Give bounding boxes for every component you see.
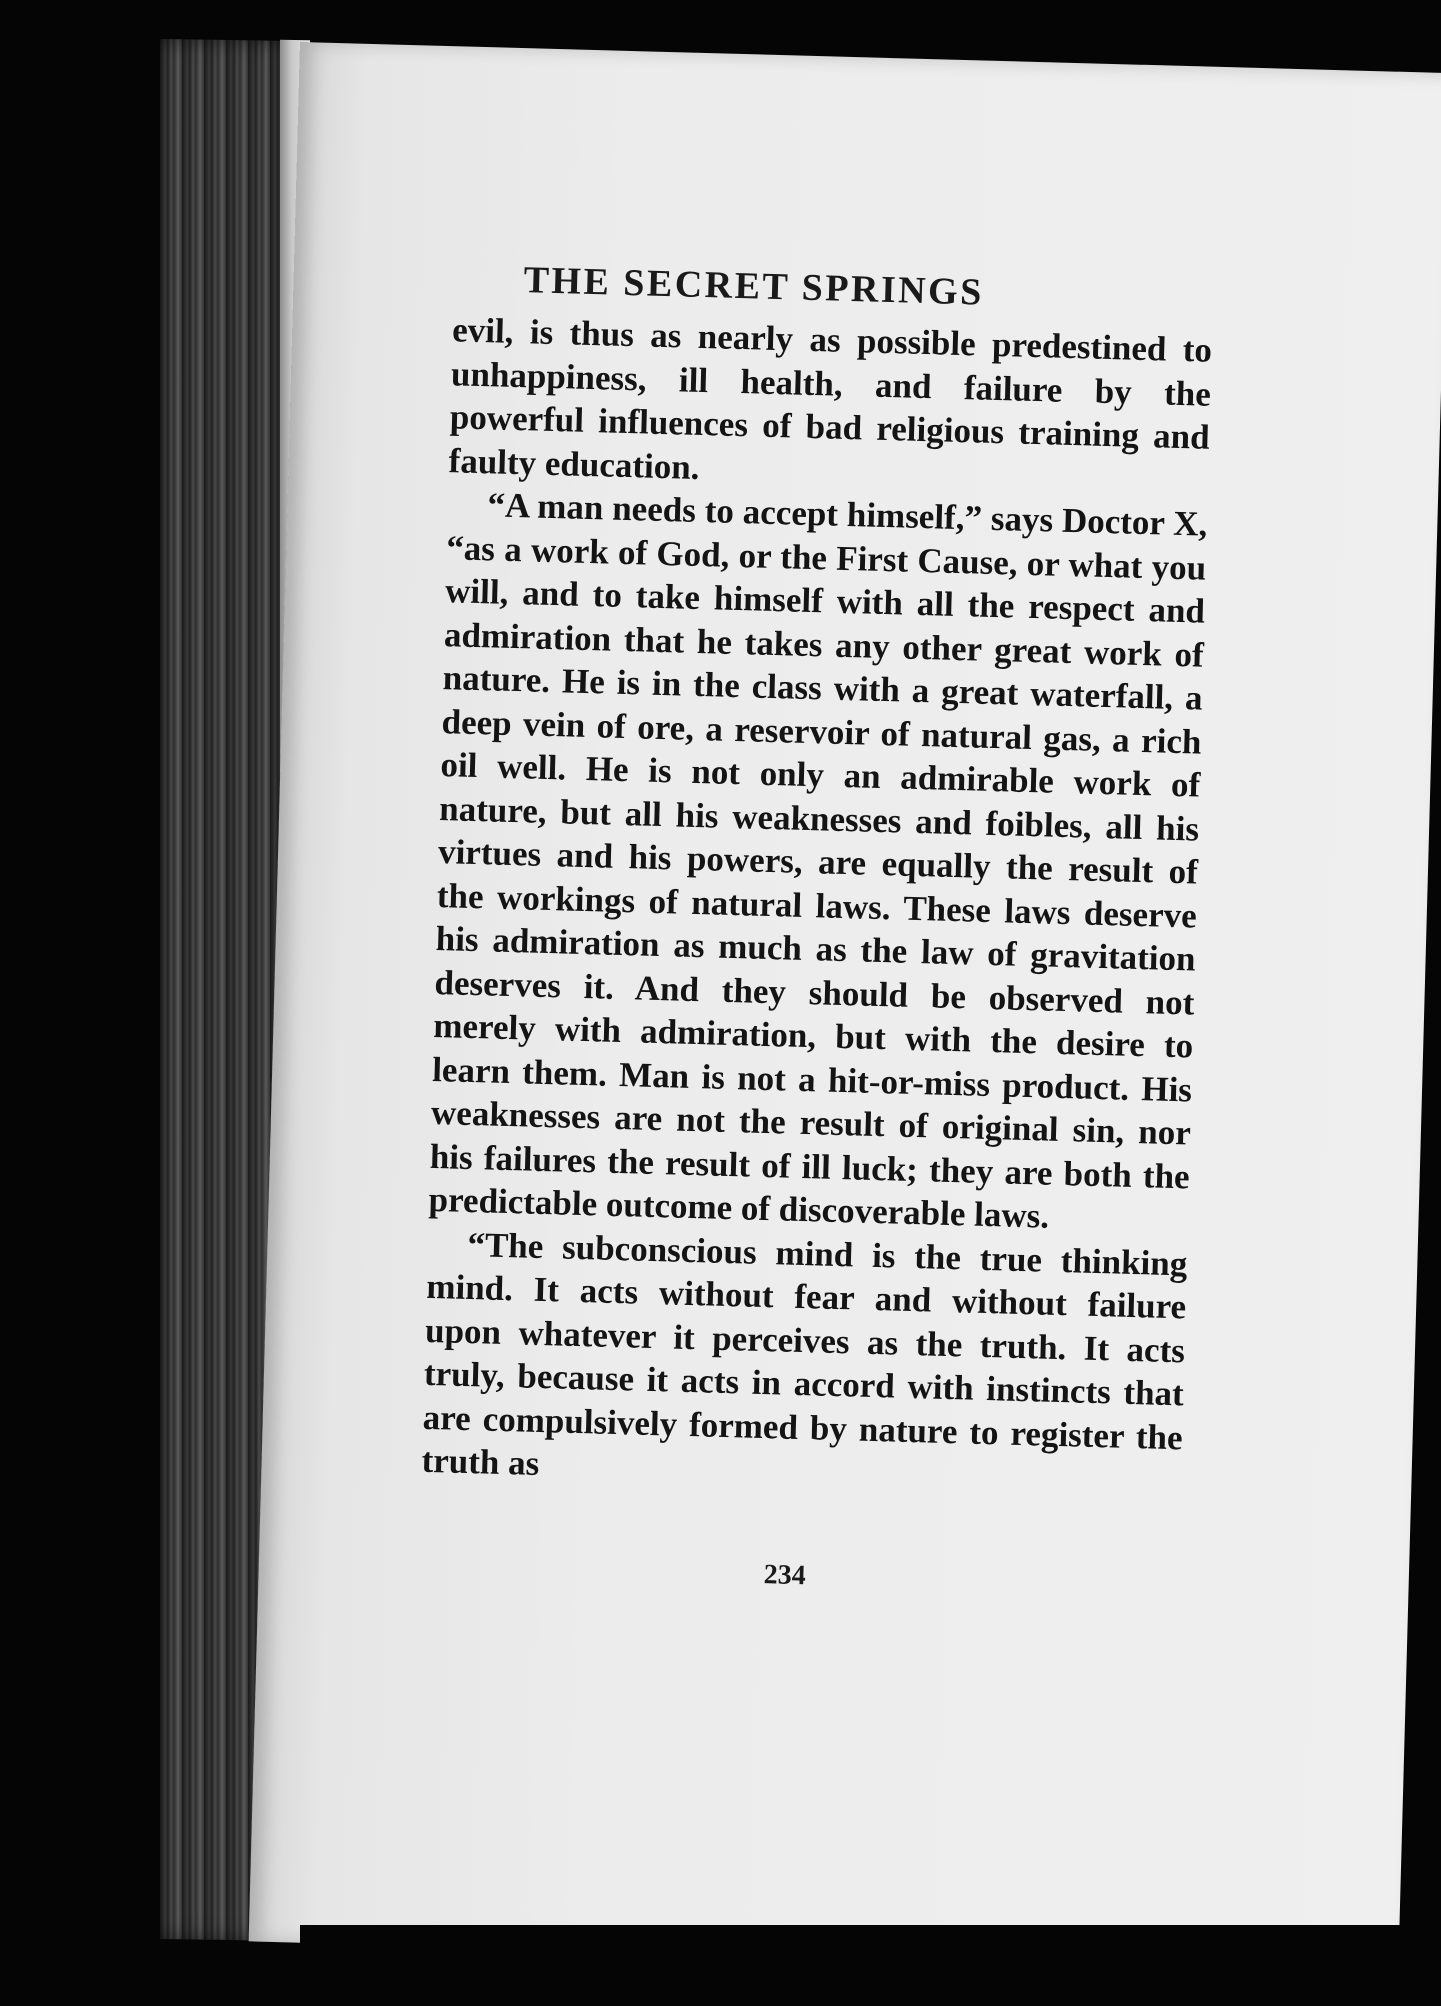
running-head: THE SECRET SPRINGS: [523, 259, 985, 314]
body-text: [421, 308, 1212, 1503]
paragraph-3: “The subconscious mind is the true thinking mind. It acts without fear and without failure upon whatever it perceives as the truth. It acts truly, because it acts in accord with instincts that are compulsively formed by nature to register the truth as: [421, 1224, 1188, 1483]
book-page: [249, 42, 1441, 1972]
bottom-shadow: [300, 1925, 1441, 2006]
paragraph-2: “A man needs to accept himself,” says Doctor X, “as a work of God, or the First Cause, or what you will, and to take himself with all the respect and admiration that he takes any other great work of nature. He is in the class with a great waterfall, a deep vein of ore, a reservoir of natural gas, a rich oil well. He is not only an admirable work of nature, but all his weaknesses and foibles, all his virtues and his powers, are equally the result of the workings of natural laws. These laws deserve his admiration as much as the law of gravitation deserves it. And they should be observed not merely with admiration, but with the desire to learn them. Man is not a hit-or-miss product. His weaknesses are not the result of original sin, nor his failures the result of ill luck; they are both the predictable outcome of discoverable laws.: [428, 485, 1208, 1236]
paragraph-1: evil, is thus as nearly as possible predestined to unhappiness, ill health, and failure by the powerful influences of bad religious training and faulty education.: [448, 310, 1213, 487]
page-number: 234: [763, 1559, 807, 1592]
